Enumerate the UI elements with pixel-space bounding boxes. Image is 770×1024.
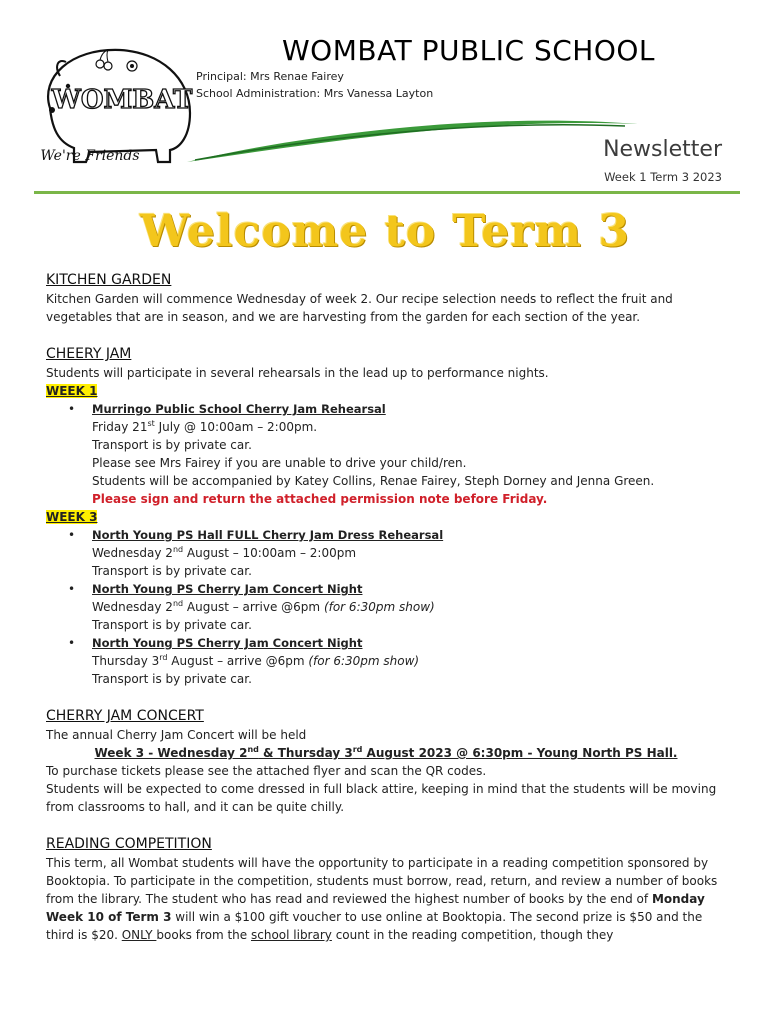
week3-item-title: North Young PS Cherry Jam Concert Night (92, 582, 363, 596)
week3-item (46, 580, 726, 634)
permission-warning: Please sign and return the attached permission note before Friday. (92, 492, 548, 506)
bullet-icon: • (68, 402, 76, 416)
week1-item-title: Murringo Public School Cherry Jam Rehearsal (92, 402, 386, 416)
cheery-jam-intro: Students will participate in several rehearsals in the lead up to performance nights. (46, 366, 549, 380)
week3-item (46, 526, 726, 580)
concert-event-line: Week 3 - Wednesday 2nd & Thursday 3rd August 2023 @ 6:30pm - Young North PS Hall. (94, 745, 678, 760)
principal-line: Principal: Mrs Renae Fairey (196, 70, 344, 83)
week3-item-date: Wednesday 2nd August – 10:00am – 2:00pm (92, 545, 357, 560)
kitchen-garden-body: Kitchen Garden will commence Wednesday of week 2. Our recipe selection needs to reflect the fruit and vegetables that are in season, and we are harvesting from the garden for each section of the year. (46, 292, 673, 324)
wombat-logo (30, 38, 200, 168)
kitchen-garden-heading: KITCHEN GARDEN (46, 272, 172, 288)
green-swoosh-decoration (185, 104, 645, 166)
cheery-jam-heading: CHEERY JAM (46, 346, 132, 362)
week1-item (46, 400, 726, 508)
bullet-icon: • (68, 528, 76, 542)
week1-item-note1: Please see Mrs Fairey if you are unable to drive your child/ren. (92, 456, 467, 470)
week3-item-date: Wednesday 2nd August – arrive @6pm (for 6:30pm show) (92, 599, 435, 614)
administration-line: School Administration: Mrs Vanessa Layton (196, 87, 434, 100)
week3-item-transport: Transport is by private car. (92, 672, 252, 686)
logo-motto: We're Friends (40, 148, 140, 164)
week1-item-note2: Students will be accompanied by Katey Collins, Renae Fairey, Steph Dorney and Jenna Green. (92, 474, 655, 488)
week3-label: WEEK 3 (46, 510, 98, 524)
school-name: WOMBAT PUBLIC SCHOOL (282, 34, 656, 67)
newsletter-label: Newsletter (603, 137, 722, 162)
issue-label: Week 1 Term 3 2023 (604, 170, 722, 184)
reading-competition-body: This term, all Wombat students will have the opportunity to participate in a reading competition sponsored by Booktopia. To participate in the competition, students must borrow, read, return, and review a number of books from the library. The student who has read and reviewed the highest number of books by the end of Monday Week 10 of Term 3 will win a $100 gift voucher to use online at Booktopia. The second prize is $50 and the third is $20. ONLY books from the school library count in the reading competition, though they (46, 856, 718, 942)
week3-item-title: North Young PS Cherry Jam Concert Night (92, 636, 363, 650)
concert-tickets: To purchase tickets please see the attached flyer and scan the QR codes. (46, 764, 487, 778)
week1-item-transport: Transport is by private car. (92, 438, 252, 452)
concert-intro: The annual Cherry Jam Concert will be held (46, 728, 307, 742)
bullet-icon: • (68, 636, 76, 650)
header-divider (34, 191, 740, 194)
concert-attire: Students will be expected to come dressed in full black attire, keeping in mind that the students will be moving from classrooms to hall, and it can be quite chilly. (46, 782, 717, 814)
week3-item-transport: Transport is by private car. (92, 564, 252, 578)
week3-item-title: North Young PS Hall FULL Cherry Jam Dress Rehearsal (92, 528, 444, 542)
cherry-jam-concert-heading: CHERRY JAM CONCERT (46, 708, 204, 724)
week1-item-date: Friday 21st July @ 10:00am – 2:00pm. (92, 419, 318, 434)
week3-item-transport: Transport is by private car. (92, 618, 252, 632)
newsletter-body (46, 270, 726, 944)
week3-item-date: Thursday 3rd August – arrive @6pm (for 6:30pm show) (92, 653, 420, 668)
week3-item (46, 634, 726, 688)
welcome-banner: Welcome to Term 3 (140, 206, 630, 257)
bullet-icon: • (68, 582, 76, 596)
reading-competition-heading: READING COMPETITION (46, 836, 212, 852)
week1-label: WEEK 1 (46, 384, 98, 398)
logo-wordmark: WOMBAT (51, 85, 193, 115)
